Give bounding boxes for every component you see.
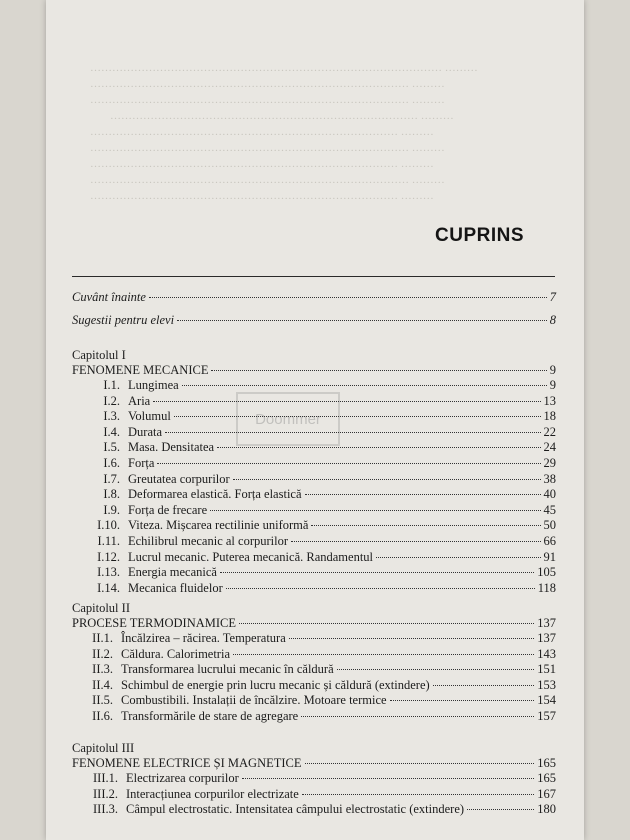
page-number: 165 — [537, 771, 556, 785]
dot-leader — [390, 700, 535, 701]
section-entry[interactable] — [72, 472, 556, 487]
section-entry[interactable] — [72, 487, 556, 502]
page-number: 91 — [543, 550, 556, 564]
section-number: II.3. — [92, 662, 113, 676]
page-number: 66 — [543, 534, 556, 548]
dot-leader — [311, 525, 540, 526]
section-number: I.1. — [103, 378, 120, 392]
section-number: II.2. — [92, 647, 113, 661]
section-entry[interactable] — [72, 581, 556, 596]
section-number: I.4. — [103, 425, 120, 439]
page-number: 50 — [543, 518, 556, 532]
entry-label: Volumul — [128, 409, 171, 423]
section-entry[interactable] — [72, 534, 556, 549]
dot-leader — [305, 494, 541, 495]
entry-label: Deformarea elastică. Forța elastică — [128, 487, 302, 501]
entry-label: Masa. Densitatea — [128, 440, 215, 454]
section-number: I.6. — [103, 456, 120, 470]
section-number: I.13. — [97, 565, 120, 579]
page-number: 24 — [543, 440, 556, 454]
section-number: I.5. — [103, 440, 120, 454]
chapter-entry[interactable] — [72, 756, 556, 771]
entry-label: Cuvânt înainte — [72, 290, 146, 304]
dot-leader — [289, 638, 534, 639]
section-entry[interactable] — [72, 787, 556, 802]
section-number: II.6. — [92, 709, 113, 723]
dot-leader — [165, 432, 540, 433]
section-entry[interactable] — [72, 631, 556, 646]
section-entry[interactable] — [72, 503, 556, 518]
section-entry[interactable] — [72, 378, 556, 393]
entry-label: Lungimea — [128, 378, 179, 392]
section-entry[interactable] — [72, 771, 556, 786]
entry-label: Căldura. Calorimetria — [121, 647, 230, 661]
entry-label: PROCESE TERMODINAMICE — [72, 616, 237, 630]
watermark-logo: Doommer — [236, 392, 340, 446]
page-number: 13 — [543, 394, 556, 408]
dot-leader — [226, 588, 535, 589]
section-entry[interactable] — [72, 394, 556, 409]
section-number: II.4. — [92, 678, 113, 692]
section-entry[interactable] — [72, 565, 556, 580]
section-entry[interactable] — [72, 802, 556, 817]
page-number: 153 — [537, 678, 556, 692]
section-number: I.9. — [103, 503, 120, 517]
dot-leader — [210, 510, 540, 511]
dot-leader — [211, 370, 546, 371]
page-number: 157 — [537, 709, 556, 723]
dot-leader — [217, 447, 540, 448]
page-number: 40 — [543, 487, 556, 501]
dot-leader — [177, 320, 547, 321]
page-number: 165 — [537, 756, 556, 770]
section-entry[interactable] — [72, 440, 556, 455]
dot-leader — [242, 778, 534, 779]
dot-leader — [174, 416, 541, 417]
section-number: I.2. — [103, 394, 120, 408]
section-entry[interactable] — [72, 550, 556, 565]
entry-label: Sugestii pentru elevi — [72, 313, 175, 327]
section-number: I.8. — [103, 487, 120, 501]
page-number: 151 — [537, 662, 556, 676]
page-number: 137 — [537, 616, 556, 630]
entry-label: Forța de frecare — [128, 503, 208, 517]
section-entry[interactable] — [72, 678, 556, 693]
dot-leader — [157, 463, 540, 464]
entry-label: Greutatea corpurilor — [128, 472, 230, 486]
page-number: 9 — [549, 378, 556, 392]
page-number: 18 — [543, 409, 556, 423]
entry-label: Încălzirea – răcirea. Temperatura — [121, 631, 286, 645]
page-number: 45 — [543, 503, 556, 517]
page-number: 38 — [543, 472, 556, 486]
section-entry[interactable] — [72, 409, 556, 424]
page-number: 9 — [549, 363, 556, 377]
dot-leader — [467, 809, 534, 810]
dot-leader — [153, 401, 540, 402]
entry-label: FENOMENE MECANICE — [72, 363, 209, 377]
section-entry[interactable] — [72, 647, 556, 662]
toc-entry-suggestions[interactable] — [72, 313, 556, 328]
entry-label: Electrizarea corpurilor — [126, 771, 239, 785]
entry-label: Câmpul electrostatic. Intensitatea câmpului electrostatic (extindere) — [126, 802, 465, 816]
dot-leader — [305, 763, 535, 764]
page-number: 154 — [537, 693, 556, 707]
page-number: 118 — [537, 581, 556, 595]
dot-leader — [376, 557, 540, 558]
section-entry[interactable] — [72, 662, 556, 677]
section-number: II.5. — [92, 693, 113, 707]
section-number: I.10. — [97, 518, 120, 532]
page-number: 22 — [543, 425, 556, 439]
chapter-entry[interactable] — [72, 363, 556, 378]
page-number: 137 — [537, 631, 556, 645]
section-entry[interactable] — [72, 709, 556, 724]
section-number: III.3. — [93, 802, 118, 816]
toc-entry-foreword[interactable] — [72, 290, 556, 305]
entry-label: Transformarea lucrului mecanic în căldură — [121, 662, 334, 676]
chapter-caption: Capitolul I — [72, 348, 126, 362]
entry-label: Aria — [128, 394, 151, 408]
dot-leader — [239, 623, 534, 624]
dot-leader — [220, 572, 534, 573]
entry-label: Forța — [128, 456, 155, 470]
page-number: 180 — [537, 802, 556, 816]
entry-label: Interacțiunea corpurilor electrizate — [126, 787, 299, 801]
page-number: 167 — [537, 787, 556, 801]
section-entry[interactable] — [72, 693, 556, 708]
entry-label: Mecanica fluidelor — [128, 581, 223, 595]
page-number: 29 — [543, 456, 556, 470]
dot-leader — [301, 716, 534, 717]
dot-leader — [233, 479, 541, 480]
section-number: I.3. — [103, 409, 120, 423]
chapter-caption: Capitolul II — [72, 601, 130, 615]
page-number: 7 — [549, 290, 556, 304]
page-title: CUPRINS — [435, 225, 525, 246]
entry-label: Viteza. Mișcarea rectilinie uniformă — [128, 518, 309, 532]
entry-label: FENOMENE ELECTRICE ȘI MAGNETICE — [72, 756, 302, 770]
chapter-caption: Capitolul III — [72, 741, 135, 755]
page-number: 143 — [537, 647, 556, 661]
entry-label: Energia mecanică — [128, 565, 217, 579]
dot-leader — [302, 794, 534, 795]
dot-leader — [433, 685, 535, 686]
dot-leader — [337, 669, 535, 670]
dot-leader — [149, 297, 547, 298]
section-number: I.7. — [103, 472, 120, 486]
section-entry[interactable] — [72, 518, 556, 533]
section-entry[interactable] — [72, 456, 556, 471]
entry-label: Combustibili. Instalații de încălzire. Motoare termice — [121, 693, 387, 707]
entry-label: Lucrul mecanic. Puterea mecanică. Randamentul — [128, 550, 374, 564]
dot-leader — [291, 541, 540, 542]
section-number: III.1. — [93, 771, 118, 785]
section-number: III.2. — [93, 787, 118, 801]
section-number: I.14. — [97, 581, 120, 595]
page-number: 8 — [549, 313, 556, 327]
section-entry[interactable] — [72, 425, 556, 440]
section-number: I.12. — [97, 550, 120, 564]
dot-leader — [233, 654, 534, 655]
chapter-entry[interactable] — [72, 616, 556, 631]
page-number: 105 — [537, 565, 556, 579]
show-through-text: …………………………………………………………………………………… ……… …………………………………………………………………………… ……… …………………………………………………………………………… ……… ………………………………………………………………………… ……… ………………………………………………………………………… ……… …………………………………………………………………………… ……… ………………………………………………………………………… ……… …………………………………………………………………………… ……… ………………………………………………………………………… ……… — [90, 62, 478, 202]
entry-label: Transformările de stare de agregare — [121, 709, 299, 723]
section-number: II.1. — [92, 631, 113, 645]
entry-label: Schimbul de energie prin lucru mecanic și căldură (extindere) — [121, 678, 430, 692]
entry-label: Durata — [128, 425, 163, 439]
entry-label: Echilibrul mecanic al corpurilor — [128, 534, 289, 548]
dot-leader — [182, 385, 547, 386]
section-number: I.11. — [97, 534, 120, 548]
